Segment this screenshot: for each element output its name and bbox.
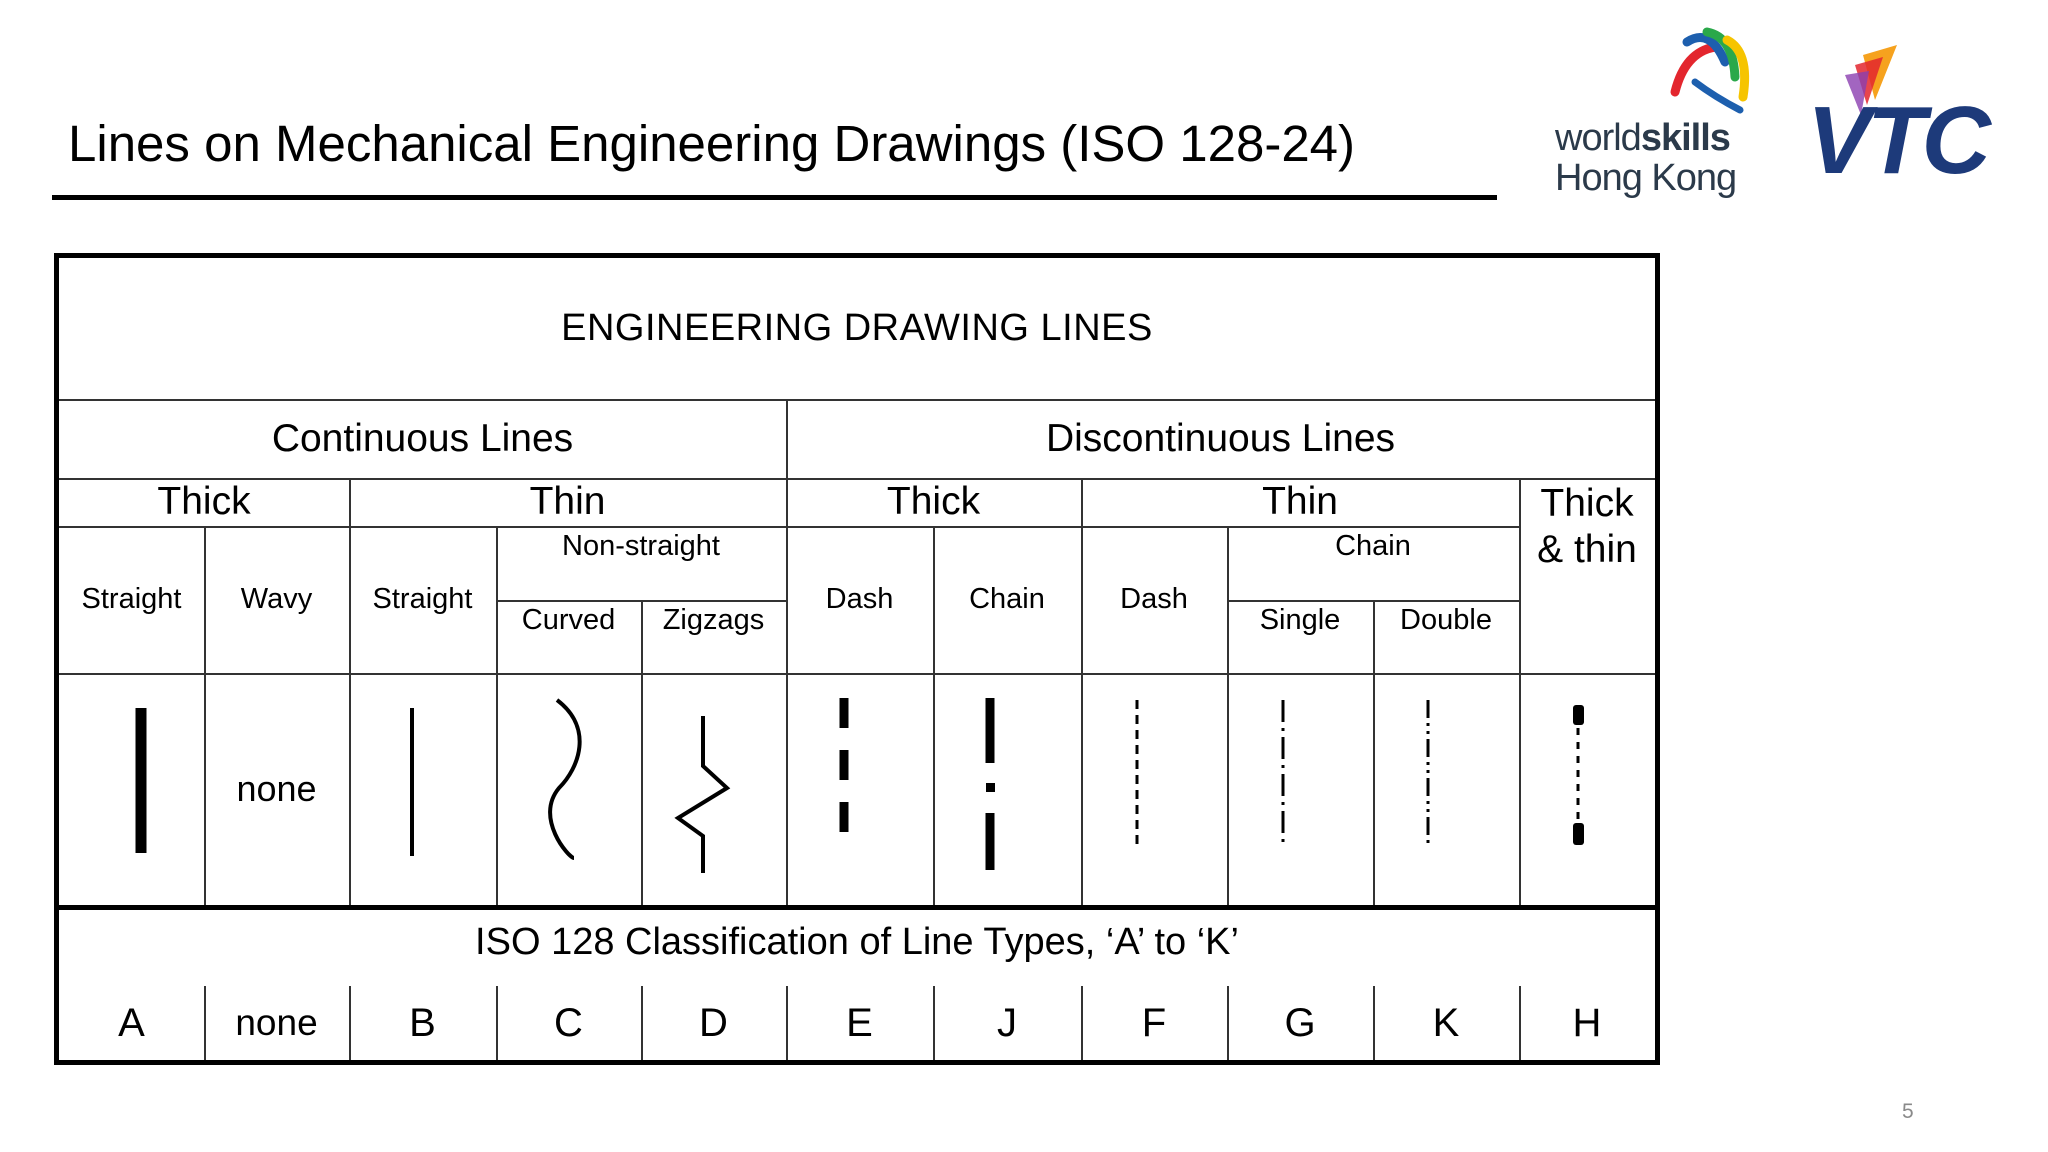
discontinuous-lines-header: Discontinuous Lines [1045, 416, 1396, 460]
style-chain-thin: Chain [1335, 529, 1411, 562]
vtc-logo [1805, 45, 2000, 185]
iso-classification-title: ISO 128 Classification of Line Types, ‘A’ to ‘K’ [475, 920, 1239, 963]
discontinuous-thin-header: Thin [1262, 480, 1338, 523]
style-dash-thin: Dash [1120, 583, 1188, 615]
continuous-lines-header: Continuous Lines [271, 416, 574, 460]
style-zigzags: Zigzags [662, 603, 765, 636]
engineering-lines-table [54, 253, 1660, 1065]
sample-thick-and-thin [1573, 705, 1584, 845]
iso-code-H: H [1572, 1000, 1602, 1045]
iso-code-none: none [235, 1002, 318, 1043]
thick-and-thin-line1: Thick [1540, 482, 1634, 525]
sample-chain-thick [986, 698, 995, 870]
style-straight-thin: Straight [372, 583, 473, 615]
worldskills-hongkong-text: Hong Kong [1555, 157, 1737, 199]
discontinuous-thick-header: Thick [886, 480, 981, 523]
sample-zigzag [678, 716, 727, 873]
iso-code-C: C [554, 1000, 583, 1045]
style-non-straight: Non-straight [562, 529, 720, 562]
worldskills-world-text: world [1555, 117, 1641, 159]
continuous-thick-header: Thick [157, 480, 251, 523]
iso-code-B: B [409, 1000, 436, 1045]
worldskills-skills-text: skills [1640, 117, 1730, 159]
style-chain-thick: Chain [969, 583, 1045, 615]
page-number: 5 [1902, 1100, 1914, 1123]
style-double: Double [1400, 603, 1492, 636]
worldskills-mark-icon [1655, 22, 1765, 122]
style-wavy: Wavy [240, 583, 313, 615]
title-underline [52, 195, 1497, 200]
style-straight-thick: Straight [81, 583, 182, 615]
worldskills-wordmark [1555, 118, 1736, 198]
iso-code-G: G [1284, 1000, 1316, 1045]
continuous-thin-header: Thin [529, 480, 606, 523]
sample-wavy-none: none [236, 768, 317, 809]
style-curved: Curved [521, 603, 616, 636]
iso-code-D: D [699, 1000, 728, 1045]
worldskills-logo [1555, 22, 1765, 202]
style-dash-thick: Dash [825, 583, 894, 615]
iso-code-J: J [997, 1000, 1017, 1045]
slide-title: Lines on Mechanical Engineering Drawings (ISO 128-24) [68, 115, 1356, 172]
vtc-wordmark: VTC [1807, 87, 1987, 185]
style-single: Single [1259, 603, 1341, 636]
iso-code-A: A [118, 1000, 145, 1045]
iso-code-F: F [1141, 1000, 1167, 1045]
table-title: ENGINEERING DRAWING LINES [561, 307, 1153, 349]
thick-and-thin-line2: & thin [1537, 528, 1637, 571]
iso-code-E: E [846, 1000, 873, 1045]
sample-curved [550, 700, 580, 858]
iso-code-K: K [1432, 1000, 1460, 1045]
